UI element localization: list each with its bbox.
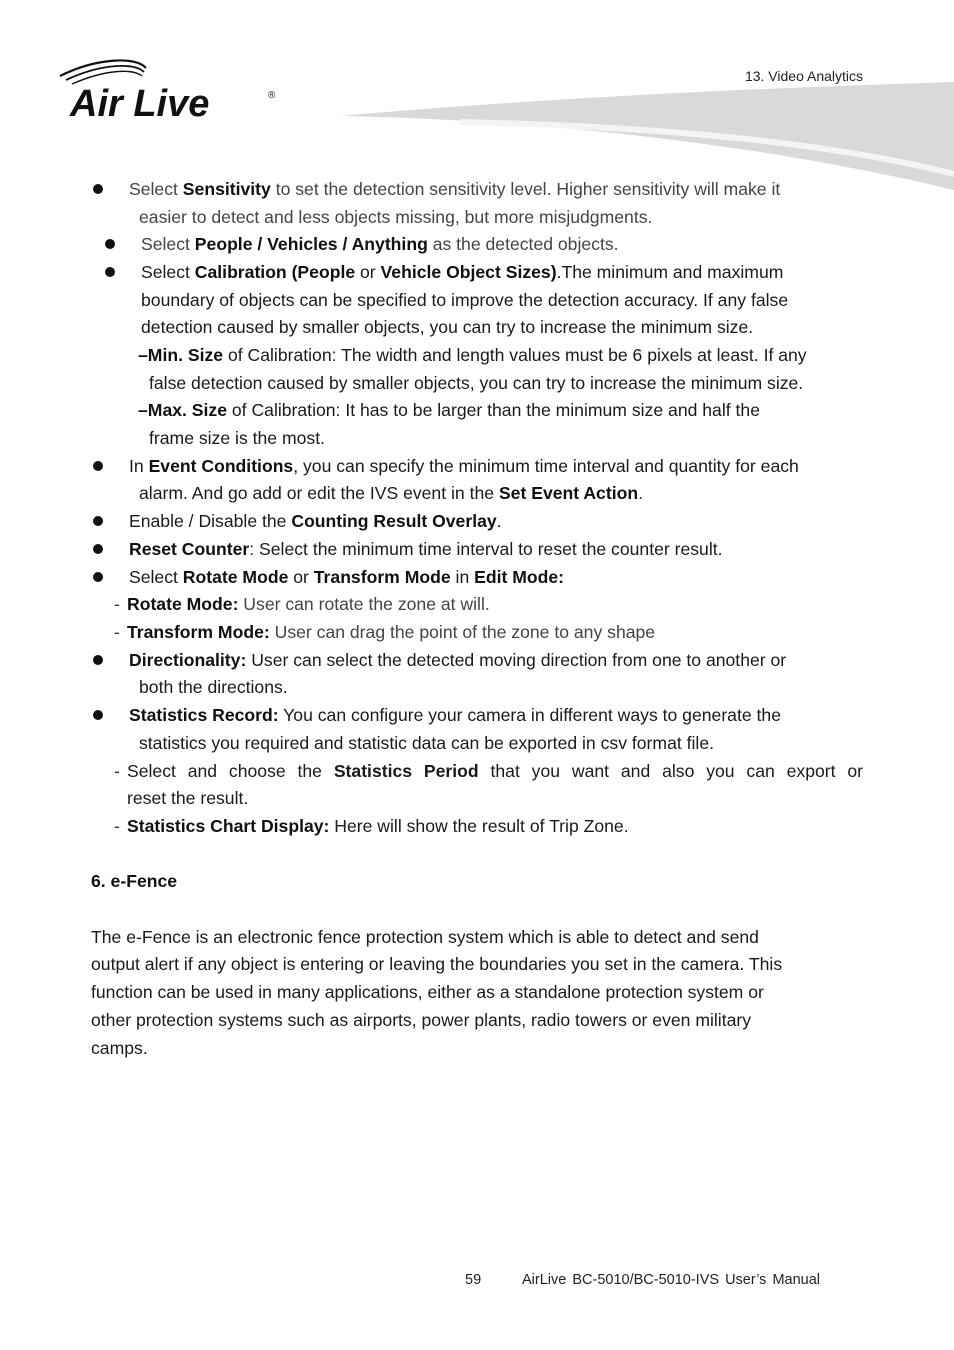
overlay-line: Enable / Disable the Counting Result Overlay. <box>129 511 502 531</box>
rotate-mode-line: Rotate Mode: User can rotate the zone at will. <box>127 594 490 614</box>
dash-marker: - <box>114 622 120 642</box>
bullet-icon <box>93 544 103 554</box>
directionality-line-1: Directionality: User can select the detected moving direction from one to another or <box>129 650 787 670</box>
sensitivity-line-1: Select Sensitivity to set the detection sensitivity level. Higher sensitivity will make it <box>129 179 781 199</box>
statistics-period-line-1: Select and choose the Statistics Period that you want and also you can export or <box>127 761 863 781</box>
directionality-line-2: both the directions. <box>139 677 288 697</box>
bullet-icon <box>93 184 103 194</box>
statistics-period-line-2: reset the result. <box>127 788 249 808</box>
manual-title: AirLive BC-5010/BC-5010-IVS User’s Manual <box>522 1272 821 1288</box>
efence-para-line-2: output alert if any object is entering or leaving the boundaries you set in the camera. This <box>91 954 783 974</box>
dash-marker: - <box>114 761 120 781</box>
dash-marker: - <box>114 816 120 836</box>
max-size-line-2: frame size is the most. <box>149 428 325 448</box>
registered-mark: ® <box>268 90 276 101</box>
min-size-line-2: false detection caused by smaller objects, you can try to increase the minimum size. <box>149 373 804 393</box>
page-number: 59 <box>465 1272 482 1288</box>
airlive-logo <box>56 58 286 128</box>
reset-counter-line: Reset Counter: Select the minimum time interval to reset the counter result. <box>129 539 723 559</box>
calibration-line-3: detection caused by smaller objects, you can try to increase the minimum size. <box>141 317 754 337</box>
efence-para-line-4: other protection systems such as airports, power plants, radio towers or even military <box>91 1010 752 1030</box>
bullet-icon <box>93 516 103 526</box>
event-conditions-line-2: alarm. And go add or edit the IVS event in the Set Event Action. <box>139 483 643 503</box>
max-size-line-1: –Max. Size of Calibration: It has to be larger than the minimum size and half the <box>138 400 760 420</box>
bullet-icon <box>93 710 103 720</box>
efence-para-line-3: function can be used in many applications, either as a standalone protection system or <box>91 982 764 1002</box>
calibration-line-2: boundary of objects can be specified to improve the detection accuracy. If any false <box>141 290 789 310</box>
efence-para-line-5: camps. <box>91 1038 148 1058</box>
chapter-title: 13. Video Analytics <box>744 68 863 84</box>
transform-mode-line: Transform Mode: User can drag the point of the zone to any shape <box>127 622 656 642</box>
min-size-line-1: –Min. Size of Calibration: The width and length values must be 6 pixels at least. If any <box>138 345 807 365</box>
logo-text: Air Live <box>70 83 210 125</box>
efence-para-line-1: The e-Fence is an electronic fence protection system which is able to detect and send <box>91 927 759 947</box>
bullet-icon <box>93 572 103 582</box>
section-heading: 6. e-Fence <box>91 871 178 891</box>
dash-marker: - <box>114 594 120 614</box>
sensitivity-line-2: easier to detect and less objects missing, but more misjudgments. <box>139 207 653 227</box>
bullet-icon <box>93 655 103 665</box>
calibration-line-1: Select Calibration (People or Vehicle Object Sizes).The minimum and maximum <box>141 262 784 282</box>
edit-mode-line: Select Rotate Mode or Transform Mode in Edit Mode: <box>129 567 565 587</box>
statistics-record-line-2: statistics you required and statistic data can be exported in csv format file. <box>139 733 715 753</box>
statistics-record-line-1: Statistics Record: You can configure your camera in different ways to generate the <box>129 705 781 725</box>
bullet-icon <box>105 267 115 277</box>
bullet-icon <box>93 461 103 471</box>
objects-line: Select People / Vehicles / Anything as the detected objects. <box>141 234 619 254</box>
bullet-icon <box>105 239 115 249</box>
statistics-chart-line: Statistics Chart Display: Here will show the result of Trip Zone. <box>127 816 629 836</box>
event-conditions-line-1: In Event Conditions, you can specify the minimum time interval and quantity for each <box>129 456 799 476</box>
